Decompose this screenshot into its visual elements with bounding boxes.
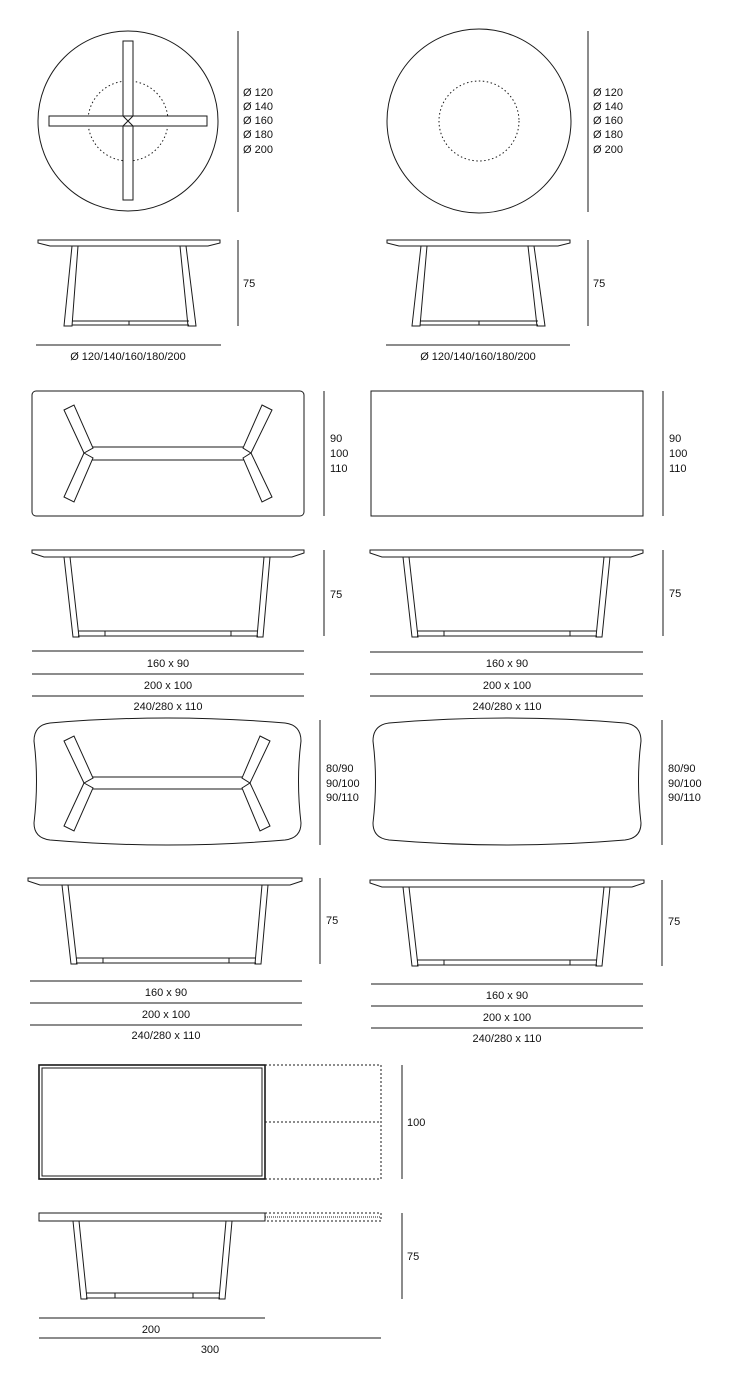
round-plain-diameter-labels [593,87,623,156]
depth-label: 90/110 [326,792,359,804]
diameter-label: Ø 160 [243,115,273,127]
round-cross-base-top-view [38,31,218,211]
extendable-top-view [39,1065,381,1179]
height-label: 75 [243,278,256,290]
rect-side-view-left [32,550,304,637]
round-width-label: Ø 120/140/160/180/200 [70,351,186,363]
size-row: 240/280 x 110 [472,701,542,713]
open-length-label: 300 [200,1344,220,1356]
round-side-view-right [387,240,570,326]
barrel-side-view-right [370,880,644,966]
size-row: 200 x 100 [143,680,193,692]
rect-splayed-base-top-view [32,391,304,516]
depth-label: 90/110 [668,792,701,804]
depth-label: 100 [330,448,349,460]
height-label: 75 [668,916,681,928]
depth-label: 100 [669,448,688,460]
round-width-label: Ø 120/140/160/180/200 [420,351,536,363]
size-row: 240/280 x 110 [133,701,203,713]
size-row: 160 x 90 [485,658,529,670]
depth-label: 110 [669,463,687,475]
depth-label: 90 [330,433,343,445]
size-row: 240/280 x 110 [131,1030,201,1042]
barrel-size-table-right [371,984,643,1045]
barrel-plain-top-view [373,718,641,845]
size-row: 200 x 100 [482,680,532,692]
height-label: 75 [330,589,343,601]
depth-label: 110 [330,463,348,475]
round-cross-diameter-labels [243,87,273,156]
size-row: 240/280 x 110 [472,1033,542,1045]
diameter-label: Ø 120 [243,87,273,99]
round-side-view-left [38,240,220,326]
depth-label: 90/100 [668,778,702,790]
barrel-depth-labels [326,763,360,804]
diameter-label: Ø 180 [243,129,273,141]
rect-side-view-right [370,550,643,637]
height-label: 75 [593,278,606,290]
size-row: 160 x 90 [144,987,188,999]
diameter-label: Ø 180 [593,129,623,141]
size-row: 200 x 100 [141,1009,191,1021]
round-plain-top-view [387,29,571,213]
rect-plain-top-view [371,391,643,516]
diameter-label: Ø 160 [593,115,623,127]
depth-label: 100 [407,1117,426,1129]
rect-depth-labels [330,433,348,475]
size-row: 200 x 100 [482,1012,532,1024]
rect-depth-labels [669,433,687,475]
diameter-label: Ø 200 [593,144,623,156]
barrel-splayed-base-top-view [34,718,301,845]
rect-size-table-right [370,652,643,713]
height-label: 75 [407,1251,420,1263]
height-label: 75 [669,588,682,600]
barrel-depth-labels [668,763,702,804]
diameter-label: Ø 140 [593,101,623,113]
barrel-side-view-left [28,878,302,964]
height-label: 75 [326,915,339,927]
closed-length-label: 200 [141,1324,161,1336]
barrel-size-table-left [30,981,302,1042]
diameter-label: Ø 140 [243,101,273,113]
depth-label: 80/90 [326,763,354,775]
depth-label: 90/100 [326,778,360,790]
size-row: 160 x 90 [146,658,190,670]
rect-size-table-left [32,651,304,713]
depth-label: 90 [669,433,682,445]
size-row: 160 x 90 [485,990,529,1002]
diameter-label: Ø 200 [243,144,273,156]
depth-label: 80/90 [668,763,696,775]
extendable-side-view [39,1213,381,1299]
diameter-label: Ø 120 [593,87,623,99]
